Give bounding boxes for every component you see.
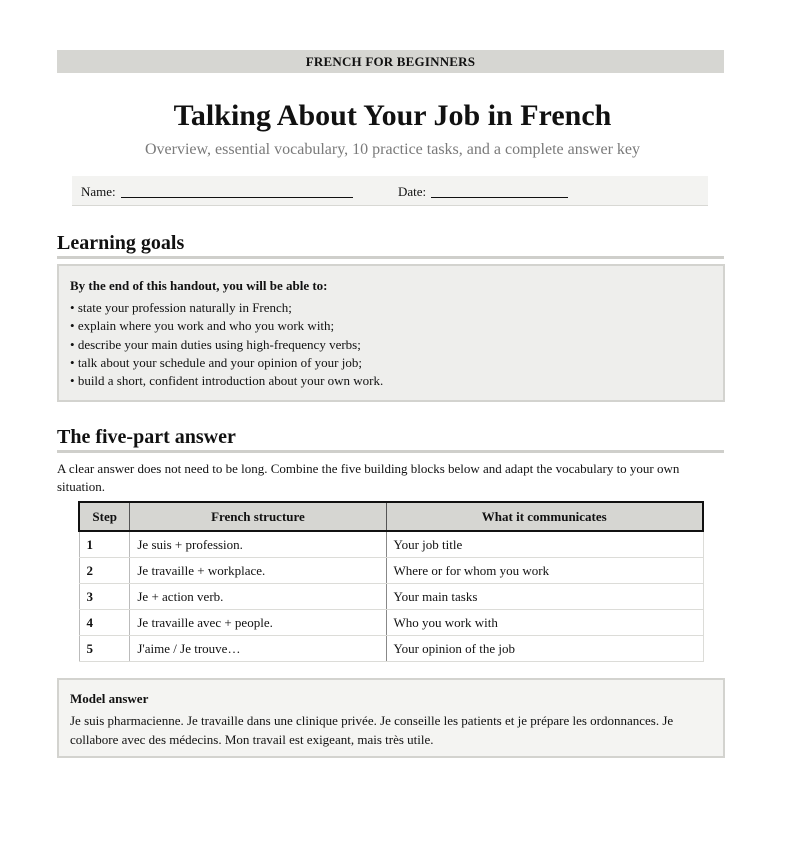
model-answer-box — [57, 678, 725, 758]
step-cell: 2 — [79, 558, 130, 584]
table-row — [79, 531, 703, 558]
five-part-paragraph: A clear answer does not need to be long. Combine the five building blocks below and adapt the vocabulary to your own situation. — [57, 461, 680, 494]
table-header-row — [79, 502, 703, 531]
meaning-cell: Your job title — [386, 531, 703, 558]
structure-cell: Je suis + profession. — [130, 531, 386, 558]
meaning-cell: Your opinion of the job — [386, 636, 703, 662]
name-date-bar — [72, 176, 708, 206]
step-cell: 5 — [79, 636, 130, 662]
section-divider — [57, 256, 724, 259]
section-divider — [57, 450, 724, 453]
table-row — [79, 584, 703, 610]
table-row — [79, 636, 703, 662]
table-row — [79, 610, 703, 636]
step-cell: 4 — [79, 610, 130, 636]
structure-cell: J'aime / Je trouve… — [130, 636, 386, 662]
model-answer-title: Model answer — [70, 691, 149, 706]
page-title: Talking About Your Job in French — [173, 99, 612, 132]
list-item: • explain where you work and who you work with; — [70, 317, 383, 335]
name-field[interactable] — [121, 197, 353, 198]
meaning-cell: Where or for whom you work — [386, 558, 703, 584]
step-cell: 3 — [79, 584, 130, 610]
name-label: Name: — [81, 184, 116, 199]
list-item: • describe your main duties using high-frequency verbs; — [70, 336, 383, 354]
list-item: • state your profession naturally in French; — [70, 299, 383, 317]
learning-goals-box — [57, 264, 725, 402]
meaning-cell: Your main tasks — [386, 584, 703, 610]
structure-cell: Je travaille + workplace. — [130, 558, 386, 584]
list-item: • build a short, confident introduction about your own work. — [70, 372, 383, 390]
model-answer-body: Je suis pharmacienne. Je travaille dans une clinique privée. Je conseille les patients et je prépare les ordonnances. Je collabore avec des médecins. Mon travail est exigeant, mais très utile. — [70, 713, 674, 747]
meaning-cell: Who you work with — [386, 610, 703, 636]
date-label: Date: — [398, 184, 427, 199]
column-header-structure: French structure — [130, 502, 386, 531]
page-subtitle: Overview, essential vocabulary, 10 practice tasks, and a complete answer key — [144, 141, 641, 158]
date-field[interactable] — [431, 197, 568, 198]
five-part-table — [78, 501, 704, 662]
column-header-communicates: What it communicates — [386, 502, 703, 531]
course-banner: FRENCH FOR BEGINNERS — [57, 50, 724, 73]
step-cell: 1 — [79, 531, 130, 558]
goals-list — [70, 299, 383, 390]
structure-cell: Je travaille avec + people. — [130, 610, 386, 636]
learning-goals-heading: Learning goals — [57, 232, 185, 254]
five-part-heading: The five-part answer — [57, 426, 236, 448]
table-row — [79, 558, 703, 584]
goals-intro: By the end of this handout, you will be able to: — [70, 278, 328, 293]
list-item: • talk about your schedule and your opinion of your job; — [70, 354, 383, 372]
structure-cell: Je + action verb. — [130, 584, 386, 610]
column-header-step: Step — [79, 502, 130, 531]
